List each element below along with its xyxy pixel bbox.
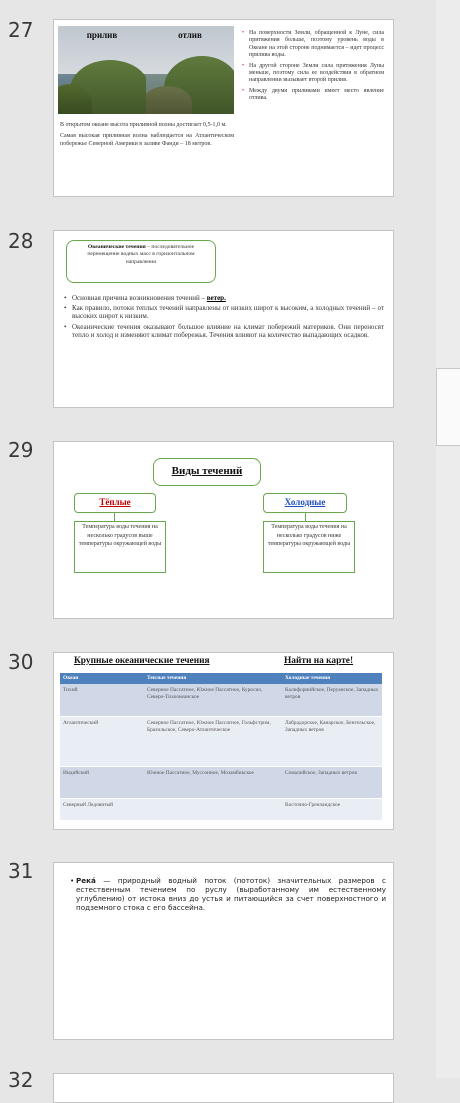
slide-thumbnail-29[interactable] — [53, 441, 394, 619]
currents-bullet: • Основная причина возникновения течений – ветер. — [64, 294, 384, 302]
ocean-currents-title: Крупные океанические течения — [74, 656, 210, 666]
river-text: — природный водный поток (пототок) значительных размеров с естественным течением по руслу (выработанному им естественному углублению) от истока вниз до устья и питающийся за счет поверхностного и подземного стока с его бассейна. — [76, 876, 386, 912]
find-on-map-label: Найти на карте! — [284, 656, 354, 666]
table-cell: Лабрадорское, Канарское, Бенгельское, Западных ветров — [282, 716, 382, 766]
warm-current-description: Температура воды течения на несколько градусов выше температуры окружающей воды — [74, 521, 166, 573]
slide-number-31: 31 — [8, 859, 34, 883]
currents-bullet: • Как правило, потоки теплых течений направлены от низких широт к высоким, а холодных течений – от высоких широт к низким. — [64, 304, 384, 320]
river-term: Река́ — [76, 876, 96, 885]
definition-title: Океанические течения — [87, 244, 146, 250]
slide-thumbnail-31[interactable] — [53, 862, 394, 1040]
slide-number-27: 27 — [8, 18, 34, 42]
table-header-row — [60, 673, 382, 684]
tide-height-paragraph: Самая высокая приливная волна наблюдается на Атлантическом побережье Северной Америки в заливе Фанди – 18 метров. — [60, 133, 234, 147]
table-row — [60, 798, 382, 820]
cold-current-label: Холодные — [263, 493, 347, 513]
table-cell: Атлантический — [60, 716, 144, 766]
current-types-title: Виды течений — [153, 458, 261, 486]
tide-bullets — [242, 30, 384, 106]
table-header-cell: Океан — [60, 673, 144, 684]
currents-bullet: • Океанические течения оказывают большое влияние на климат побережий материков. Они переносят тепло и холод и изменяют климат побережья. Течения влияют на количество выпадающих осадков. — [64, 323, 384, 339]
slide-thumbnail-27[interactable] — [53, 19, 394, 197]
table-cell: Тихий — [60, 684, 144, 716]
slide-thumbnail-28[interactable] — [53, 230, 394, 408]
tide-height-paragraph: В открытом океане высота приливной волны достигает 0,5-1,0 м. — [60, 122, 227, 128]
ocean-currents-table — [60, 673, 382, 821]
table-cell: Северный Ледовитый — [60, 798, 144, 820]
table-cell: Калифорнийское, Перуанское, Западных ветров — [282, 684, 382, 716]
tide-bullet: • Между двумя приливами имеет место явление отлива. — [242, 88, 384, 103]
table-cell: Южное Пассатное, Муссонное, Мозамбикское — [144, 766, 282, 798]
slide-number-28: 28 — [8, 229, 34, 253]
table-cell: Северное Пассатное, Южное Пассатное, Гольфстрим, Бразильское, Северо-Атлантическое — [144, 716, 282, 766]
table-header-cell: Холодные течения — [282, 673, 382, 684]
slide-number-29: 29 — [8, 438, 34, 462]
cold-connector — [305, 513, 306, 521]
river-definition — [70, 876, 386, 912]
table-row — [60, 684, 382, 716]
currents-bullets — [64, 294, 384, 341]
table-cell: Индийский — [60, 766, 144, 798]
slide-number-32: 32 — [8, 1068, 34, 1092]
panel-scrollbar-thumb[interactable] — [436, 368, 460, 446]
table-cell: Сомалийское, Западных ветров — [282, 766, 382, 798]
slide-number-30: 30 — [8, 650, 34, 674]
definition-box — [66, 240, 216, 283]
definition-text: – последовательное перемещение водных масс в горизонтальном направлении — [87, 244, 195, 265]
river-bullet — [70, 876, 386, 912]
panel-scrollbar-track[interactable] — [436, 0, 460, 1078]
table-header-cell: Теплые течения — [144, 673, 282, 684]
table-row — [60, 766, 382, 798]
tide-bullet: • На другой стороне Земли сила притяжения Луны меньше, поэтому сила ее воздействия в обратном направлении вызывает второй прилив. — [242, 63, 384, 85]
low-tide-label: отлив — [178, 30, 202, 40]
tide-height-text — [60, 122, 234, 152]
warm-connector — [114, 513, 115, 521]
high-tide-label: прилив — [86, 30, 118, 40]
table-cell — [144, 798, 282, 820]
tide-bullet: • На поверхности Земли, обращенной к Луне, сила притяжения больше, поэтому уровень воды в Океане на этой стороне поднимается – идет процесс прилива воды. — [242, 30, 384, 60]
warm-current-label: Тёплые — [74, 493, 156, 513]
table-cell: Северное Пассатное, Южное Пассатное, Куросио, Северо-Тихоокеанское — [144, 684, 282, 716]
cold-current-description: Температура воды течения на несколько градусов ниже температуры окружающей воды — [263, 521, 355, 573]
slide-thumbnail-30[interactable] — [53, 652, 394, 830]
table-cell: Восточно-Гренландское — [282, 798, 382, 820]
wind-highlight: ветер. — [206, 294, 226, 302]
table-row — [60, 716, 382, 766]
